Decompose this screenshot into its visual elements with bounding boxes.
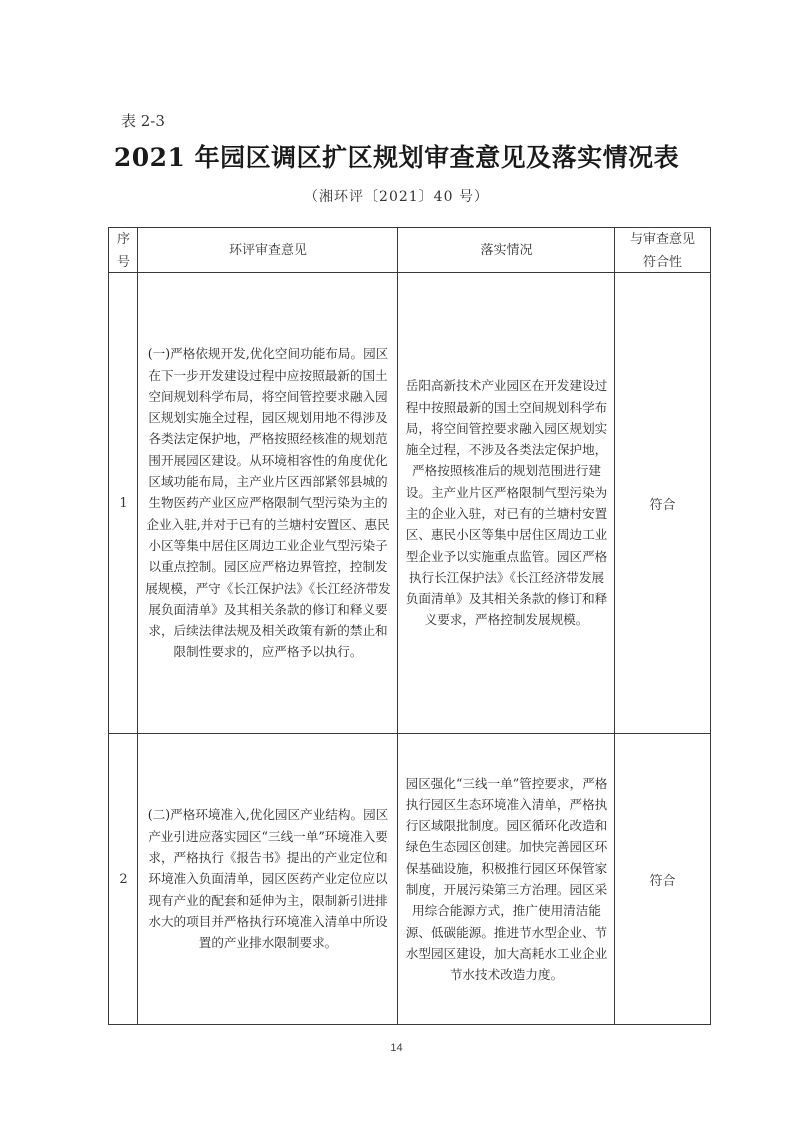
table-row-1-implementation [398,273,615,733]
row-index: 1 [119,495,128,511]
document-reference: （湘环评〔2021〕40 号） [304,189,489,205]
table-row-1-review-opinion [138,273,398,733]
implementation-text: 园区强化“三线一单”管控要求，严格执行园区生态环境准入清单，严格执行区域限批制度。园区循环化改造和绿色生态园区创建。加快完善园区环 保基础设施，积极推行园区环保管家制度，开展污染第三方治理。园区采用综合能源方式，推广使用清洁能源、低碳能源。推进节水型企业、节水型园区建设，加大高耗水工业企业节水技术改造力度。 [405,775,608,983]
header-compliance-label: 与审查意见符合性 [629,231,695,270]
compliance-status: 符合 [649,873,676,889]
table-row-2-compliance [615,734,710,1024]
compliance-status: 符合 [649,497,676,513]
table-row-2-review-opinion [138,734,398,1024]
review-opinion-text: (一)严格依规开发,优化空间功能布局。园区在下一步开发建设过程中应按照最新的国土空间规划科学布局，将空间管控要求融入园区规划实施全过程，园区规划用地不得涉及各类法定保护地，严格按照经核准的规划范围开展园区建设。从环境相容性的角度优化区域功能布局，主产业片区西部紧邻县城的生物医药产业区应严格限制气型污染为主的企业入驻,并对于已有的兰塘村安置区、惠民小区等集中居住区周边工业企业气型污染子以重点控制。园区应严格边界管控，控制发展规模，严守《长江保护法》《长江经济带发展负面清单》及其相关条款的修订和释义要求，后续法律法规及相关政策有新的禁止和限制性要求的，应严格予以执行。 [145,346,391,660]
table-row-1-compliance [615,273,710,733]
header-implementation [398,228,615,273]
table-row-2-implementation [398,734,615,1024]
table-label: 表 2-3 [121,112,165,130]
table-row-1-index [109,273,138,733]
header-review-opinion [138,228,398,273]
header-index [109,228,138,273]
header-compliance [615,228,710,273]
implementation-text: 岳阳高新技术产业园区在开发建设过程中按照最新的国土空间规划科学布局，将空间管控要求融入园区规划实施全过程，不涉及各类法定保护地，严格按照核准后的规划范围进行建设。主产业片区严格限制气型污染为主的企业入驻，对已有的兰塘村安置区、惠民小区等集中居住区周边工业型企业予以实施重点监管。园区严格执行长江保护法》《长江经济带发展负面清单》及其相关条款的修订和释义要求，严格控制发展规模。 [405,378,608,628]
review-table [108,227,711,1025]
row-index: 2 [119,871,128,887]
page-number: 14 [390,1042,403,1054]
table-row-2-index [109,734,138,1024]
page-title: 2021 年园区调区扩区规划审查意见及落实情况表 [113,143,680,172]
review-opinion-text: (二)严格环境准入,优化园区产业结构。园区产业引进应落实园区“三线一单”环境准入要求，严格执行《报告书》提出的产业定位和环境准入负面清单，园区医药产业定位应以现有产业的配套和延伸为主，限制新引进排水大的项目并严格执行环境准入清单中所设置的产业排水限制要求。 [147,807,389,951]
header-index-label: 序号 [116,231,130,270]
header-review-opinion-label: 环评审查意见 [228,243,307,258]
header-implementation-label: 落实情况 [480,243,533,258]
